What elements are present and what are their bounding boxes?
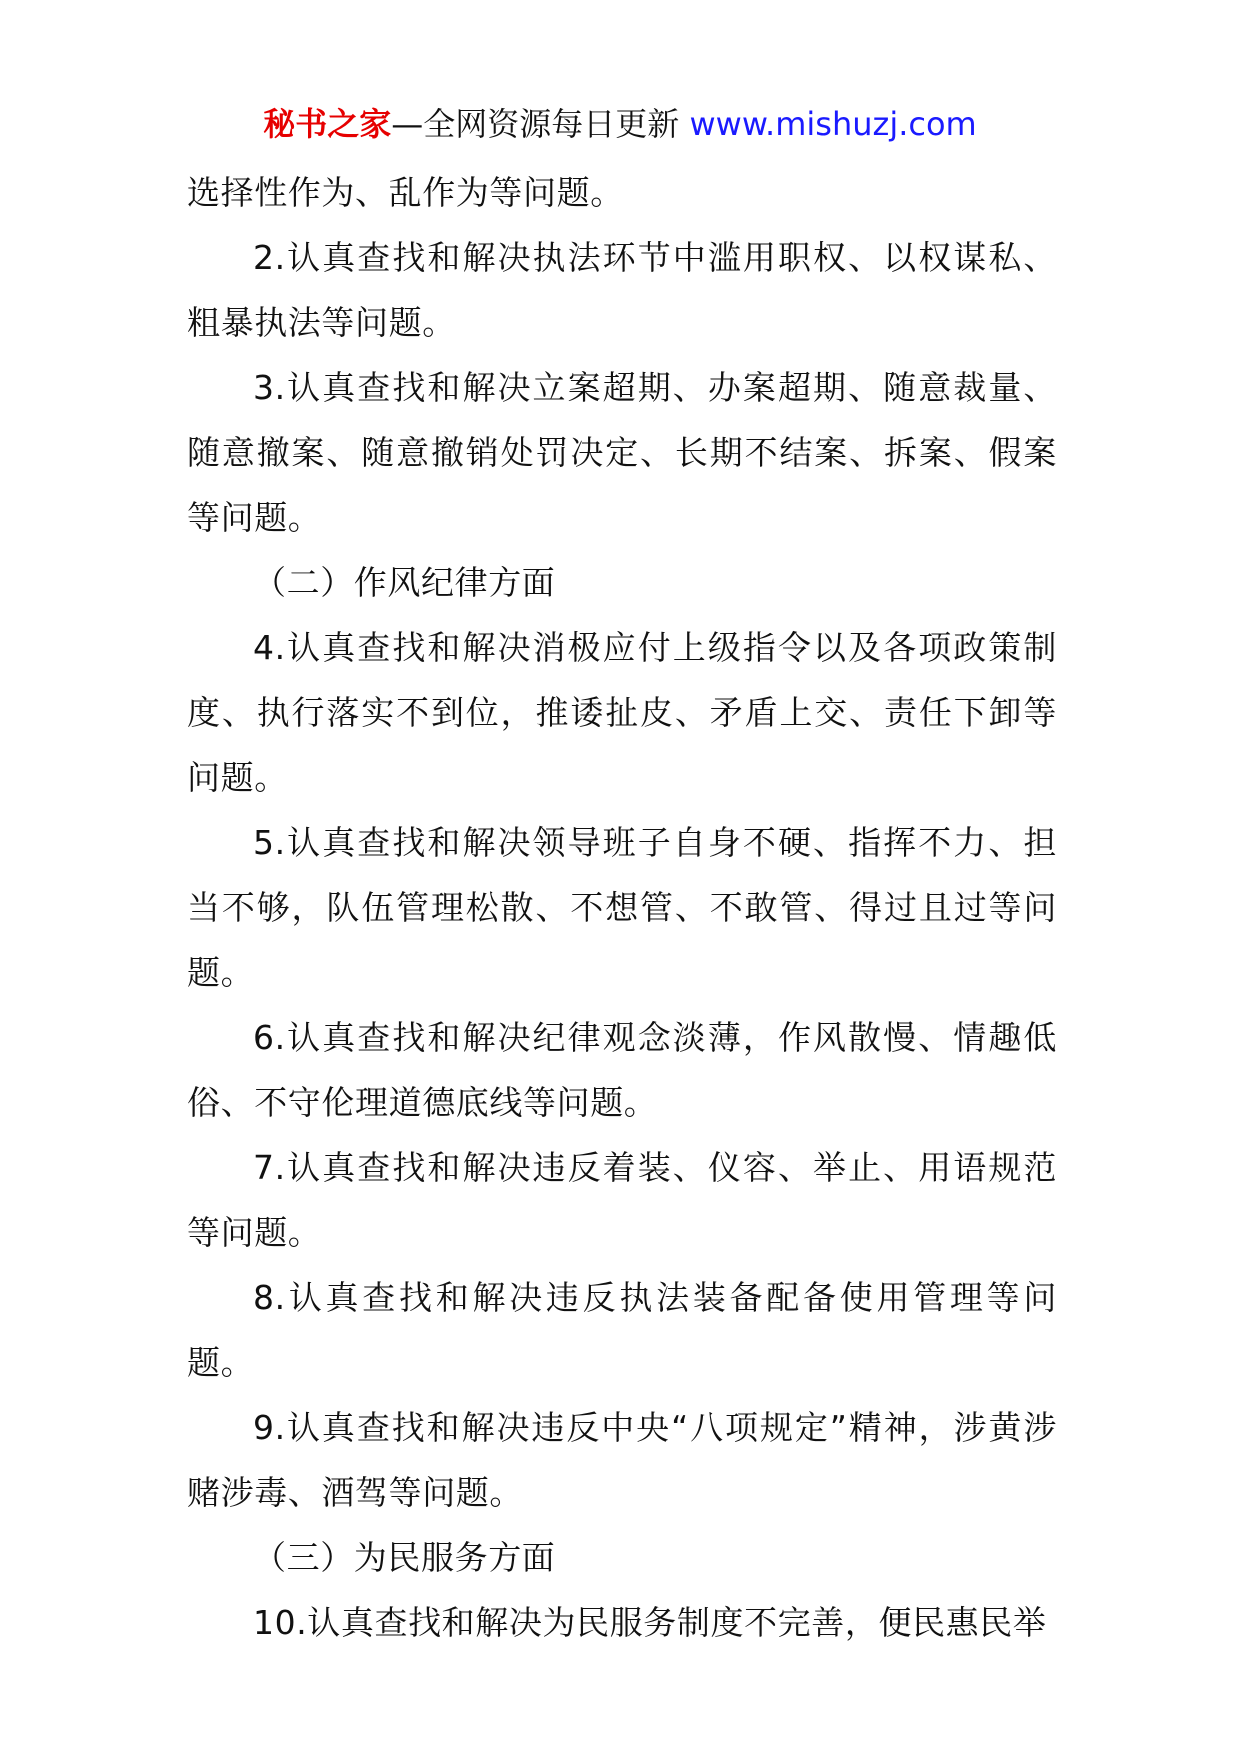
site-url-link[interactable]: www.mishuzj.com <box>689 105 977 143</box>
document-body <box>187 160 1057 1655</box>
paragraph-continuation: 选择性作为、乱作为等问题。 <box>187 173 624 212</box>
brand-name: 秘书之家 <box>263 105 392 143</box>
section-heading-2: （二）作风纪律方面 <box>253 563 556 602</box>
paragraph-item-10: 10.认真查找和解决为民服务制度不完善，便民惠民举 <box>253 1603 1047 1642</box>
paragraph-item-2: 2.认真查找和解决执法环节中滥用职权、以权谋私、粗暴执法等问题。 <box>187 238 1057 342</box>
paragraph-item-6: 6.认真查找和解决纪律观念淡薄，作风散慢、情趣低俗、不守伦理道德底线等问题。 <box>187 1018 1057 1122</box>
section-heading-3: （三）为民服务方面 <box>253 1538 556 1577</box>
watermark-header <box>0 102 1240 146</box>
paragraph-item-4: 4.认真查找和解决消极应付上级指令以及各项政策制度、执行落实不到位，推诿扯皮、矛盾上交、责任下卸等问题。 <box>187 628 1057 797</box>
paragraph-item-8: 8.认真查找和解决违反执法装备配备使用管理等问题。 <box>187 1278 1057 1382</box>
paragraph-item-9: 9.认真查找和解决违反中央“八项规定”精神，涉黄涉赌涉毒、酒驾等问题。 <box>187 1408 1057 1512</box>
paragraph-item-5: 5.认真查找和解决领导班子自身不硬、指挥不力、担当不够，队伍管理松散、不想管、不敢管、得过且过等问题。 <box>187 823 1057 992</box>
header-tagline: —全网资源每日更新 <box>391 105 680 143</box>
paragraph-item-7: 7.认真查找和解决违反着装、仪容、举止、用语规范等问题。 <box>187 1148 1057 1252</box>
paragraph-item-3: 3.认真查找和解决立案超期、办案超期、随意裁量、随意撤案、随意撤销处罚决定、长期不结案、拆案、假案等问题。 <box>187 368 1057 537</box>
